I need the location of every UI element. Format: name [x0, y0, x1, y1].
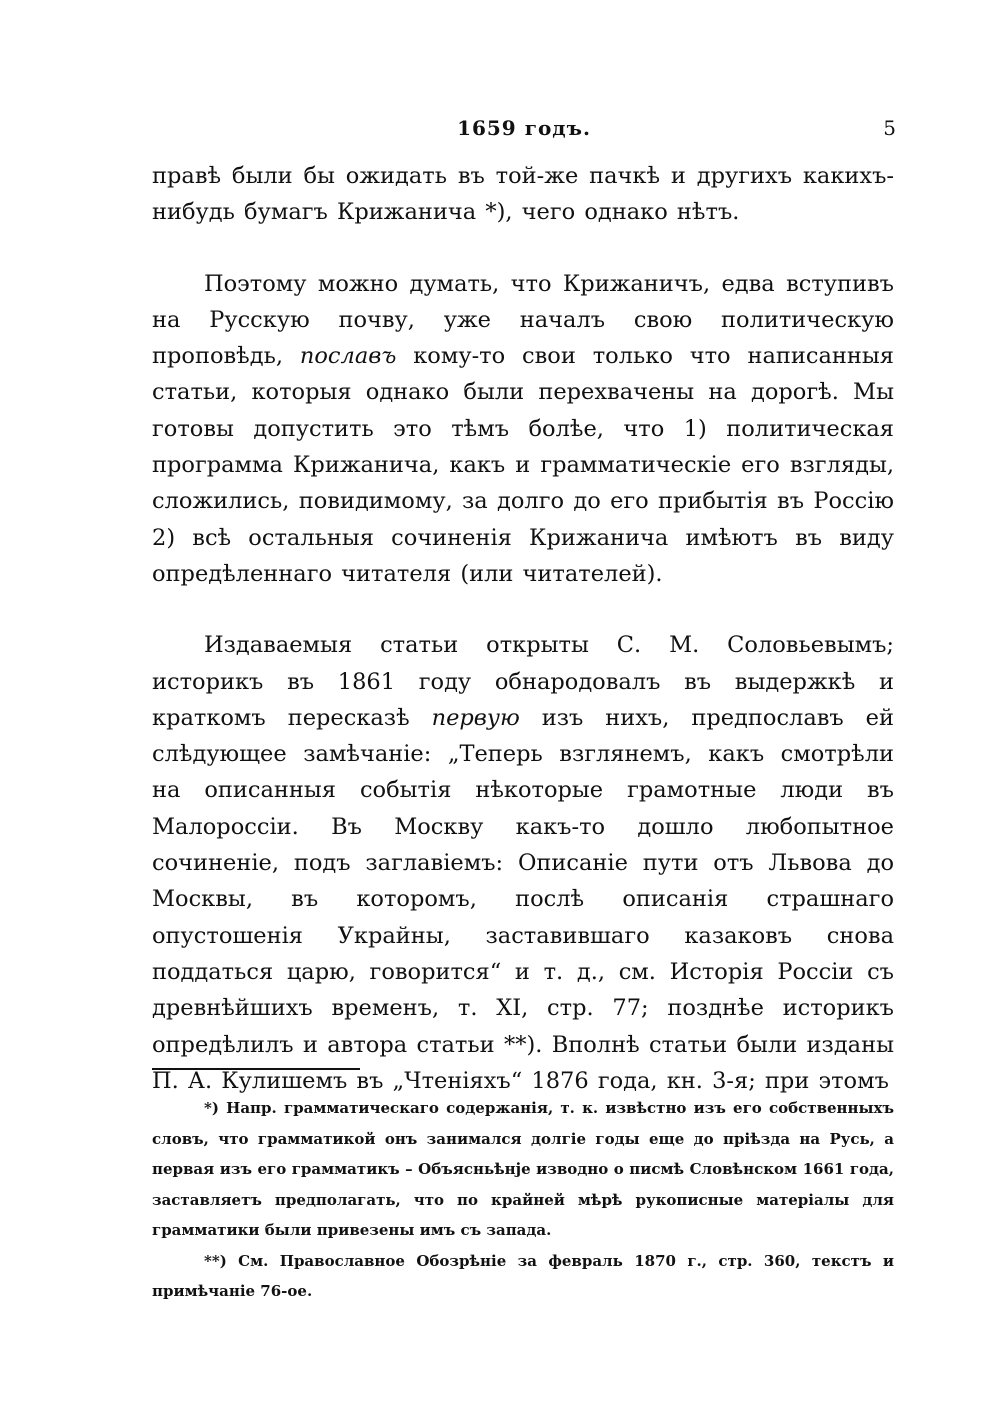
page-number: 5 — [883, 116, 896, 140]
paragraph-text: Издаваемыя статьи открыты С. М. Соловьевымъ; историкъ въ 1861 году обнародовалъ въ выдержкѣ и краткомъ пересказѣ — [152, 632, 894, 731]
main-text — [152, 158, 894, 1099]
paragraph — [152, 627, 894, 1099]
paragraph — [152, 266, 894, 593]
paragraph-text: кому-то свои только что написанныя статьи, которыя однако были перехвачены на дорогѣ. Мы готовы допустить это тѣмъ болѣе, что 1) политическая программа Крижанича, какъ и грамматическіе его взгляды, сложились, повидимому, за долго до его прибытія въ Россію 2) всѣ остальныя сочиненія Крижанича имѣютъ въ виду опредѣленнаго читателя (или читателей). — [152, 343, 894, 587]
footnote-separator — [152, 1068, 360, 1070]
italic-word: пославъ — [299, 343, 397, 370]
italic-word: первую — [431, 704, 520, 731]
running-head — [152, 116, 896, 146]
footnote: *) Напр. грамматическаго содержанія, т. к. извѣстно изъ его собственныхъ словъ, что грамматикой онъ занимался долгіе годы еще до пріѣзда на Русь, а первая изъ его грамматикъ – Объясньѣнје изводно о писмѣ Словѣнском 1661 года, заставляетъ предполагать, что по крайней мѣрѣ рукописные матеріалы для грамматики были привезены имъ съ запада. — [152, 1099, 894, 1239]
footnote: **) См. Православное Обозрѣніе за февраль 1870 г., стр. 360, текстъ и примѣчаніе 76-ое. — [152, 1251, 894, 1300]
running-head-title: 1659 годъ. — [457, 116, 591, 140]
paragraph-text: Поэтому можно думать, что Крижаничъ, едва вступивъ на Русскую почву, уже началъ свою политическую проповѣдь, — [152, 270, 894, 370]
paragraph-continuation: правѣ были бы ожидать въ той-же пачкѣ и другихъ какихъ-нибудь бумагъ Крижанича *), чего однако нѣтъ. — [152, 163, 894, 226]
paragraph-text: изъ нихъ, предпославъ ей слѣдующее замѣчаніе: „Теперь взглянемъ, какъ смотрѣли на описанныя событія нѣкоторые грамотные люди въ Малороссіи. Въ Москву какъ-то дошло любопытное сочиненіе, подъ заглавіемъ: Описаніе пути отъ Львова до Москвы, въ которомъ, послѣ описанія страшнаго опустошенія Украйны, заставившаго казаковъ снова поддаться царю, говорится“ и т. д., см. Исторія Россіи съ древнѣйшихъ временъ, т. XI, стр. 77; позднѣе историкъ опредѣлилъ и автора статьи **). Вполнѣ статьи были изданы П. А. Кулишемъ въ „Чтеніяхъ“ 1876 года, кн. 3-я; при этомъ — [152, 704, 894, 1094]
footnotes — [152, 1093, 894, 1307]
